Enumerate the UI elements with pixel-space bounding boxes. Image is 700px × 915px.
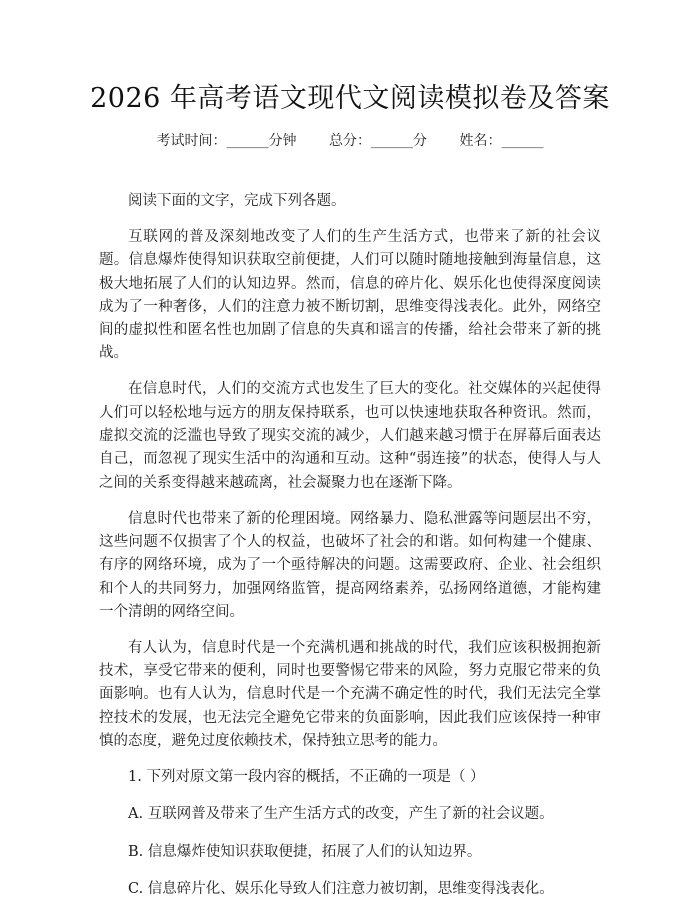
exam-score-field: 总分：______分 [329, 133, 427, 149]
student-name-field: 姓名：______ [459, 133, 544, 149]
passage-paragraph: 在信息时代，人们的交流方式也发生了巨大的变化。社交媒体的兴起使得人们可以轻松地与远方的朋友保持联系，也可以快速地获取各种资讯。然而，虚拟交流的泛滥也导致了现实交流的减少，人们越来越习惯于在屏幕后面表达自己，而忽视了现实生活中的沟通和互动。这种“弱连接”的状态，使得人与人之间的关系变得越来越疏离，社会凝聚力也在逐渐下降。 [99, 381, 601, 491]
answer-option-b: B. 信息爆炸使知识获取便捷，拓展了人们的认知边界。 [128, 843, 482, 860]
question-stem: 1. 下列对原文第一段内容的概括，不正确的一项是（ ） [128, 768, 485, 785]
exam-meta [0, 131, 700, 151]
answer-option-c: C. 信息碎片化、娱乐化导致人们注意力被切割，思维变得浅表化。 [128, 880, 554, 897]
passage-paragraph: 信息时代也带来了新的伦理困境。网络暴力、隐私泄露等问题层出不穷，这些问题不仅损害了个人的权益，也破坏了社会的和谐。如何构建一个健康、有序的网络环境，成为了一个亟待解决的问题。这需要政府、企业、社会组织和个人的共同努力，加强网络监管，提高网络素养，弘扬网络道德，才能构建一个清朗的网络空间。 [99, 510, 601, 620]
page-title: 2026 年高考语文现代文阅读模拟卷及答案 [90, 83, 610, 114]
instruction-text: 阅读下面的文字，完成下列各题。 [128, 193, 346, 209]
exam-time-field: 考试时间：______分钟 [156, 133, 297, 149]
passage-paragraph: 有人认为，信息时代是一个充满机遇和挑战的时代，我们应该积极拥抱新技术，享受它带来的便利，同时也要警惕它带来的风险，努力克服它带来的负面影响。也有人认为，信息时代是一个充满不确定性的时代，我们无法完全掌控技术的发展，也无法完全避免它带来的负面影响，因此我们应该保持一种审慎的态度，避免过度依赖技术，保持独立思考的能力。 [99, 639, 601, 749]
passage-paragraph: 互联网的普及深刻地改变了人们的生产生活方式，也带来了新的社会议题。信息爆炸使得知识获取空前便捷，人们可以随时随地接触到海量信息，这极大地拓展了人们的认知边界。然而，信息的碎片化、娱乐化也使得深度阅读成为了一种奢侈，人们的注意力被不断切割，思维变得浅表化。此外，网络空间的虚拟性和匿名性也加剧了信息的失真和谣言的传播，给社会带来了新的挑战。 [99, 228, 601, 362]
reading-content [99, 190, 601, 915]
answer-option-a: A. 互联网普及带来了生产生活方式的改变，产生了新的社会议题。 [128, 806, 554, 823]
